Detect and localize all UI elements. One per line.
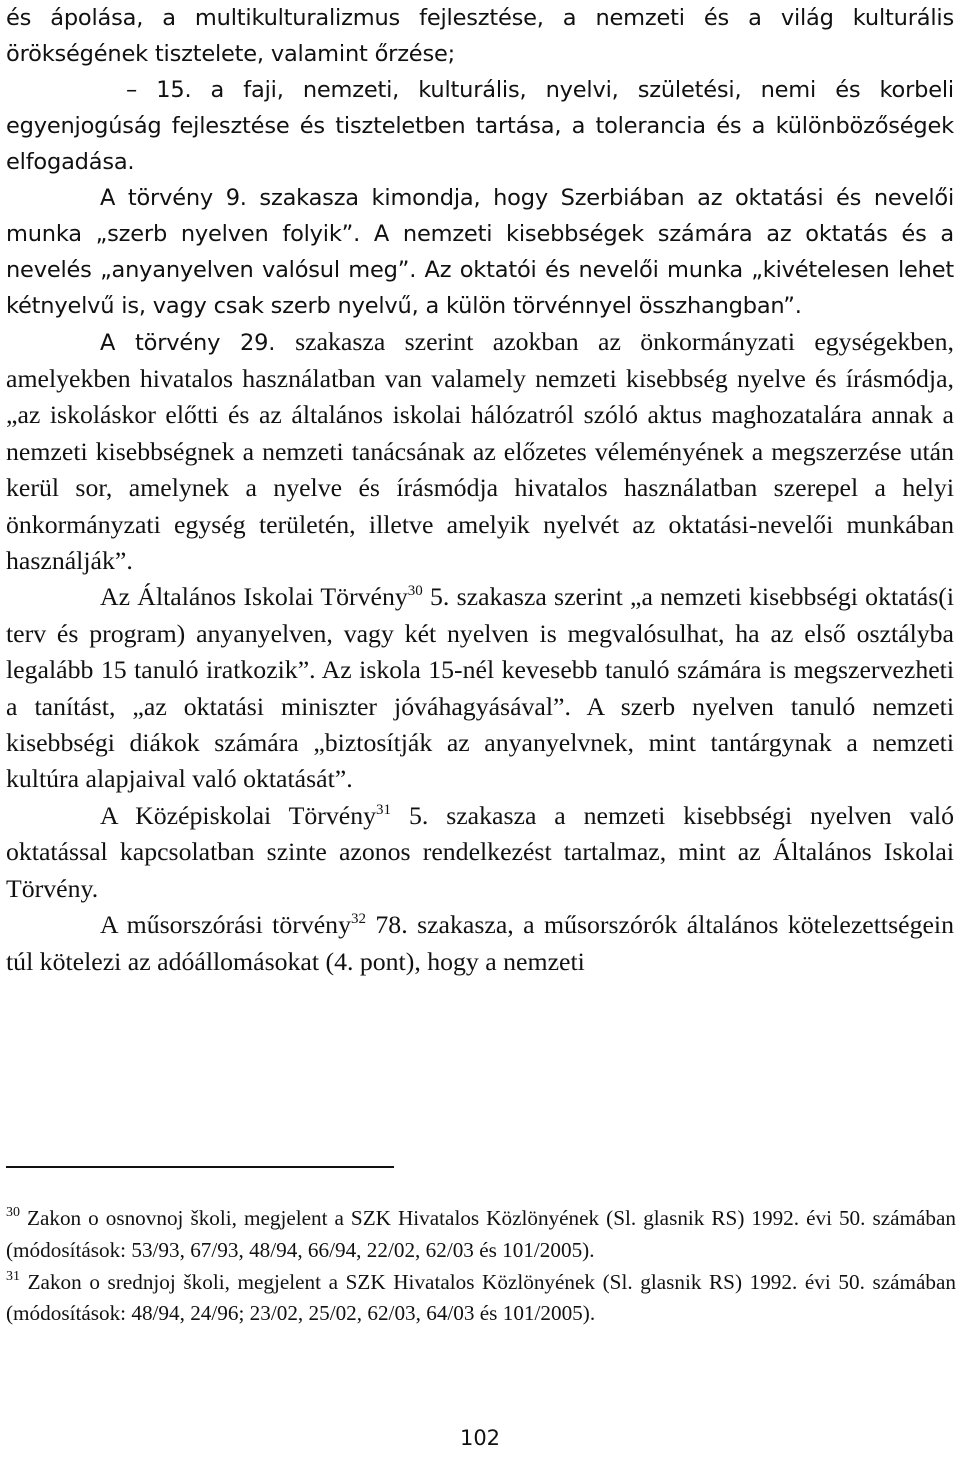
paragraph-secondary-school-law (6, 798, 954, 907)
paragraph-law-section-9: A törvény 9. szakasza kimondja, hogy Szerbiában az oktatási és nevelői munka „szerb nyelven folyik”. A nemzeti kisebbségek számára az oktatás és a nevelés „anyanyelven valósul meg”. Az oktatói és nevelői munka „kivételesen lehet kétnyelvű is, vagy csak szerb nyelvű, a külön törvénnyel összhangban”. (6, 185, 954, 319)
footnote-marker-31: 31 (6, 1268, 20, 1284)
footnote-ref-32[interactable]: 32 (350, 911, 366, 928)
paragraph-secondary-school-law-lead: A Középiskolai Törvény (100, 800, 377, 830)
footnote-31-text: Zakon o srednjoj školi, megjelent a SZK Hivatalos Közlönyének (Sl. glasnik RS) 1992. évi 50. számában (módosítások: 48/94, 24/96; 23/02, 25/02, 62/03, 64/03 és 101/2005). (6, 1269, 956, 1326)
footnote-30-text: Zakon o osnovnoj školi, megjelent a SZK Hivatalos Közlönyének (Sl. glasnik RS) 1992. évi 50. számában (módosítások: 53/93, 67/93, 48/94, 66/94, 22/02, 62/03 és 101/2005). (6, 1206, 956, 1262)
paragraph-broadcasting-law (6, 907, 954, 980)
footnote-marker-30: 30 (6, 1205, 20, 1220)
paragraph-elementary-school-law-text: 5. szakasza szerint „a nemzeti kisebbségi oktatás(i terv és program) anyanyelven, vagy két nyelven is megvalósulhat, ha az első osztályba legalább 15 tanuló iratkozik”. Az iskola 15-nél kevesebb tanuló számára is megszervezheti a tanítást, „az oktatási miniszter jóváhagyásával”. A szerb nyelven tanuló nemzeti kisebbségi diákok számára „biztosítják az anyanyelvnek, mint tantárgynak a nemzeti kultúra alapjaival való oktatását”. (6, 582, 955, 794)
page-number: 102 (459, 1426, 501, 1450)
paragraph-secondary-school-law-text: 5. szakasza a nemzeti kisebbségi nyelven való oktatással kapcsolatban szinte azonos rendelkezést tartalmaz, mint az Általános Iskolai Törvény. (6, 800, 954, 903)
paragraph-law-section-29 (6, 324, 954, 579)
footnote-31 (6, 1267, 956, 1331)
footnote-30 (6, 1203, 956, 1267)
paragraph-broadcasting-law-lead: A műsorszórási törvény (100, 910, 351, 940)
paragraph-list-item-14-continuation: és ápolása, a multikulturalizmus fejlesztése, a nemzeti és a világ kulturális örökségének tisztelete, valamint őrzése; (6, 5, 954, 67)
paragraph-elementary-school-law-lead: Az Általános Iskolai Törvény (100, 582, 408, 612)
paragraph-elementary-school-law (6, 579, 954, 797)
footnote-ref-31[interactable]: 31 (376, 801, 392, 818)
paragraph-law-section-29-text: szakasza szerint azokban az önkormányzati egységekben, amelyekben hivatalos használatban van valamely nemzeti kisebbség nyelve és írásmódja, „az iskoláskor előtti és az általános iskolai hálózatról szóló aktus maghozatalára annak a nemzeti kisebbségnek a nemzeti tanácsának az előzetes véleményének a megszerzése után kerül sor, amelynek a nyelve és írásmódja hivatalos használatban szerepel a helyi önkormányzati egység területén, illetve amelyik nyelvét az oktatási-nevelői munkában használják”. (6, 327, 954, 576)
body-text (6, 0, 954, 980)
paragraph-law-section-29-lead: A törvény 29. (100, 330, 296, 356)
paragraph-broadcasting-law-text: 78. szakasza, a műsorszórók általános kötelezettségein túl kötelezi az adóállomásokat (4. pont), hogy a nemzeti (6, 910, 954, 976)
footnote-separator (6, 1166, 394, 1168)
footnotes (6, 1203, 956, 1330)
footnote-ref-30[interactable]: 30 (407, 583, 423, 600)
paragraph-list-item-15: – 15. a faji, nemzeti, kulturális, nyelvi, születési, nemi és korbeli egyenjogúság fejlesztése és tiszteletben tartása, a tolerancia és a különbözőségek elfogadása. (6, 77, 954, 175)
